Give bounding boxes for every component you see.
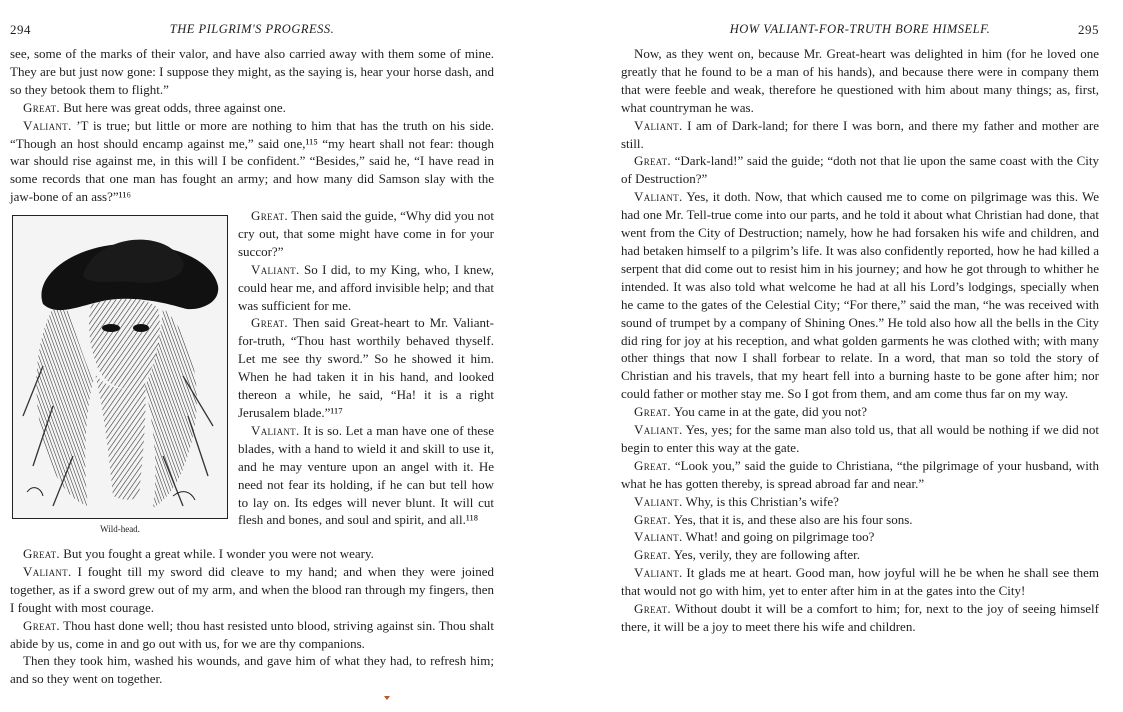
paragraph — [621, 421, 1099, 457]
speaker-label: Valiant. — [23, 563, 72, 579]
right-body-text — [621, 45, 1099, 636]
right-page — [621, 0, 1099, 712]
speaker-label: Great. — [634, 153, 671, 169]
left-top-text — [10, 45, 494, 206]
paragraph-text: I am of Dark-land; for there I was born, and there my father and mother are still. — [621, 117, 1099, 151]
paragraph-text: “Dark-land!” said the guide; “doth not that lie upon the same coast with the City of Destruction?” — [621, 153, 1099, 187]
paragraph — [621, 493, 1099, 511]
speaker-label: Valiant. — [23, 117, 72, 133]
speaker-label: Great. — [23, 617, 60, 633]
paragraph — [621, 403, 1099, 421]
paragraph — [621, 564, 1099, 600]
speaker-label: Valiant. — [251, 261, 300, 277]
paragraph — [238, 314, 494, 421]
speaker-label: Great. — [634, 404, 671, 420]
paragraph-text: Then they took him, washed his wounds, and gave him of what they had, to refresh him; and so they went on together. — [10, 653, 494, 687]
printer-mark-icon — [384, 696, 390, 700]
left-running-head: THE PILGRIM'S PROGRESS. — [169, 22, 335, 36]
paragraph — [621, 511, 1099, 529]
paragraph — [238, 422, 494, 529]
paragraph — [621, 600, 1099, 636]
paragraph — [10, 563, 494, 617]
paragraph-text: What! and going on pilgrimage too? — [682, 529, 875, 545]
paragraph-text: ’T is true; but little or more are nothing to him that has the truth on his side. “Though an host should encamp against me,” said one,¹¹⁵ “my heart shall not fear: though war should rise against me, in this will I be confident.” “Besides,” said he, “I have read in some records that one man has fought an army; and how many did Samson slay with the jaw-bone of an ass?”¹¹⁶ — [10, 117, 494, 205]
paragraph — [621, 188, 1099, 403]
paragraph — [10, 117, 494, 207]
speaker-label: Great. — [251, 208, 288, 223]
paragraph — [621, 152, 1099, 188]
paragraph-text: It glads me at heart. Good man, how joyful will he be when he shall see them that would not go with him, yet to enter after him in at the gates into the City! — [621, 565, 1099, 599]
speaker-label: Great. — [251, 315, 288, 331]
left-page-number: 294 — [10, 22, 31, 37]
illustration-caption: Wild-head. — [100, 524, 140, 534]
right-page-number: 295 — [1078, 22, 1099, 37]
paragraph-text: But here was great odds, three against one. — [59, 99, 286, 115]
paragraph — [238, 207, 494, 261]
paragraph — [621, 457, 1099, 493]
paragraph-text: It is so. Let a man have one of these blades, with a hand to wield it and skill to use it, and he may venture upon an angel with it. He need not fear its holding, if he can but tell how to lay on. Its edges will never blunt. It will cut flesh and bones, and soul and spirit, and all.¹¹⁸ — [238, 422, 494, 528]
paragraph — [621, 546, 1099, 564]
speaker-label: Great. — [634, 601, 671, 617]
paragraph-text: But you fought a great while. I wonder you were not weary. — [59, 546, 374, 561]
left-page — [10, 0, 494, 712]
paragraph-text: Why, is this Christian’s wife? — [682, 493, 839, 509]
speaker-label: Valiant. — [634, 422, 683, 438]
paragraph-text: Thou hast done well; thou hast resisted unto blood, striving against sin. Thou shalt abide by us, come in and go out with us, for we are thy companions. — [10, 617, 494, 651]
paragraph-text: see, some of the marks of their valor, and have also carried away with them some of mine. They are but just now gone: I suppose they might, as the saying is, hear your horse dash, and so they betook them to flight.” — [10, 46, 494, 97]
paragraph-text: Then said the guide, “Why did you not cry out, that some might have come in for your succor?” — [238, 208, 494, 259]
speaker-label: Great. — [23, 99, 60, 115]
speaker-label: Valiant. — [634, 529, 683, 545]
paragraph-text: Then said Great-heart to Mr. Valiant-for-truth, “Thou hast worthily behaved thyself. Let me see thy sword.” So he showed it him. When he had taken it in his hand, and looked thereon a while, he said, “Ha! it is a right Jerusalem blade.”¹¹⁷ — [238, 315, 494, 420]
paragraph — [10, 545, 494, 563]
wild-head-illustration — [12, 215, 228, 540]
paragraph-text: I fought till my sword did cleave to my hand; and when they were joined together, as if a sword grew out of my arm, and when the blood ran through my fingers, then I fought with most courage. — [10, 563, 494, 615]
illustration-frame — [12, 215, 228, 519]
paragraph-text: Without doubt it will be a comfort to him; for, next to the joy of seeing himself there, it will be a joy to meet there his wife and children. — [621, 601, 1099, 634]
paragraph-text: Now, as they went on, because Mr. Great-heart was delighted in him (for he loved one greatly that he found to be a man of his hands), and because there were in company them that were feeble and weak, therefore he questioned with him about many things; as, first, what countryman he was. — [621, 46, 1099, 115]
paragraph — [621, 117, 1099, 153]
paragraph-text: You came in at the gate, did you not? — [670, 404, 868, 420]
speaker-label: Valiant. — [634, 117, 683, 133]
speaker-label: Valiant. — [634, 493, 683, 509]
speaker-label: Great. — [634, 547, 671, 563]
speaker-label: Great. — [634, 511, 671, 527]
paragraph — [10, 99, 494, 117]
right-page-header — [621, 22, 1099, 42]
paragraph — [10, 45, 494, 99]
speaker-label: Great. — [634, 457, 671, 473]
left-side-text — [238, 207, 494, 529]
paragraph — [10, 652, 494, 688]
paragraph-text: Yes, it doth. Now, that which caused me to come on pilgrimage was this. We had one Mr. Tell-true come into our parts, and he told it about what Christian had done, that went from the City of Destruction; namely, how he had forsaken his wife and children, and had betaken himself to a pilgrim’s life. It was also confidently reported, how he had killed a serpent that did come out to resist him in his journey; and how he got through to whither he intended. It was also told what welcome he had at all his Lord’s lodgings, specially when he came to the gates of the Celestial City; “For there,” said the man, “he was received with sound of trumpet by a company of Shining Ones.” He told also how all the bells in the City did ring for joy at his reception, and what golden garments he was clothed with; with many other things that now I shall forbear to relate. In a word, that man so told the story of Christian and his travels, that my heart fell into a burning haste to be gone after him; nor could father or mother stay me. So I got from them, and am come thus far on my way. — [621, 189, 1099, 402]
paragraph-text: Yes, that it is, and these also are his four sons. — [670, 511, 913, 527]
left-page-header — [10, 22, 494, 42]
paragraph-text: Yes, yes; for the same man also told us, that all would be nothing if we did not begin to enter this way at the gate. — [621, 422, 1099, 455]
paragraph-text: So I did, to my King, who, I knew, could hear me, and afford invisible help; and that was sufficient for me. — [238, 261, 494, 313]
paragraph — [621, 528, 1099, 546]
speaker-label: Valiant. — [634, 565, 683, 581]
paragraph-text: Yes, verily, they are following after. — [670, 547, 861, 563]
paragraph — [10, 617, 494, 653]
right-running-head: HOW VALIANT-FOR-TRUTH BORE HIMSELF. — [729, 22, 991, 36]
paragraph — [621, 45, 1099, 117]
paragraph-text: “Look you,” said the guide to Christiana, “the pilgrimage of your husband, with what he has gotten thereby, is spread abroad far and near.” — [621, 457, 1099, 491]
wild-head-engraving — [13, 216, 227, 518]
speaker-label: Valiant. — [634, 189, 683, 205]
paragraph — [238, 261, 494, 315]
left-bottom-text — [10, 545, 494, 688]
speaker-label: Valiant. — [251, 422, 300, 438]
speaker-label: Great. — [23, 546, 60, 561]
